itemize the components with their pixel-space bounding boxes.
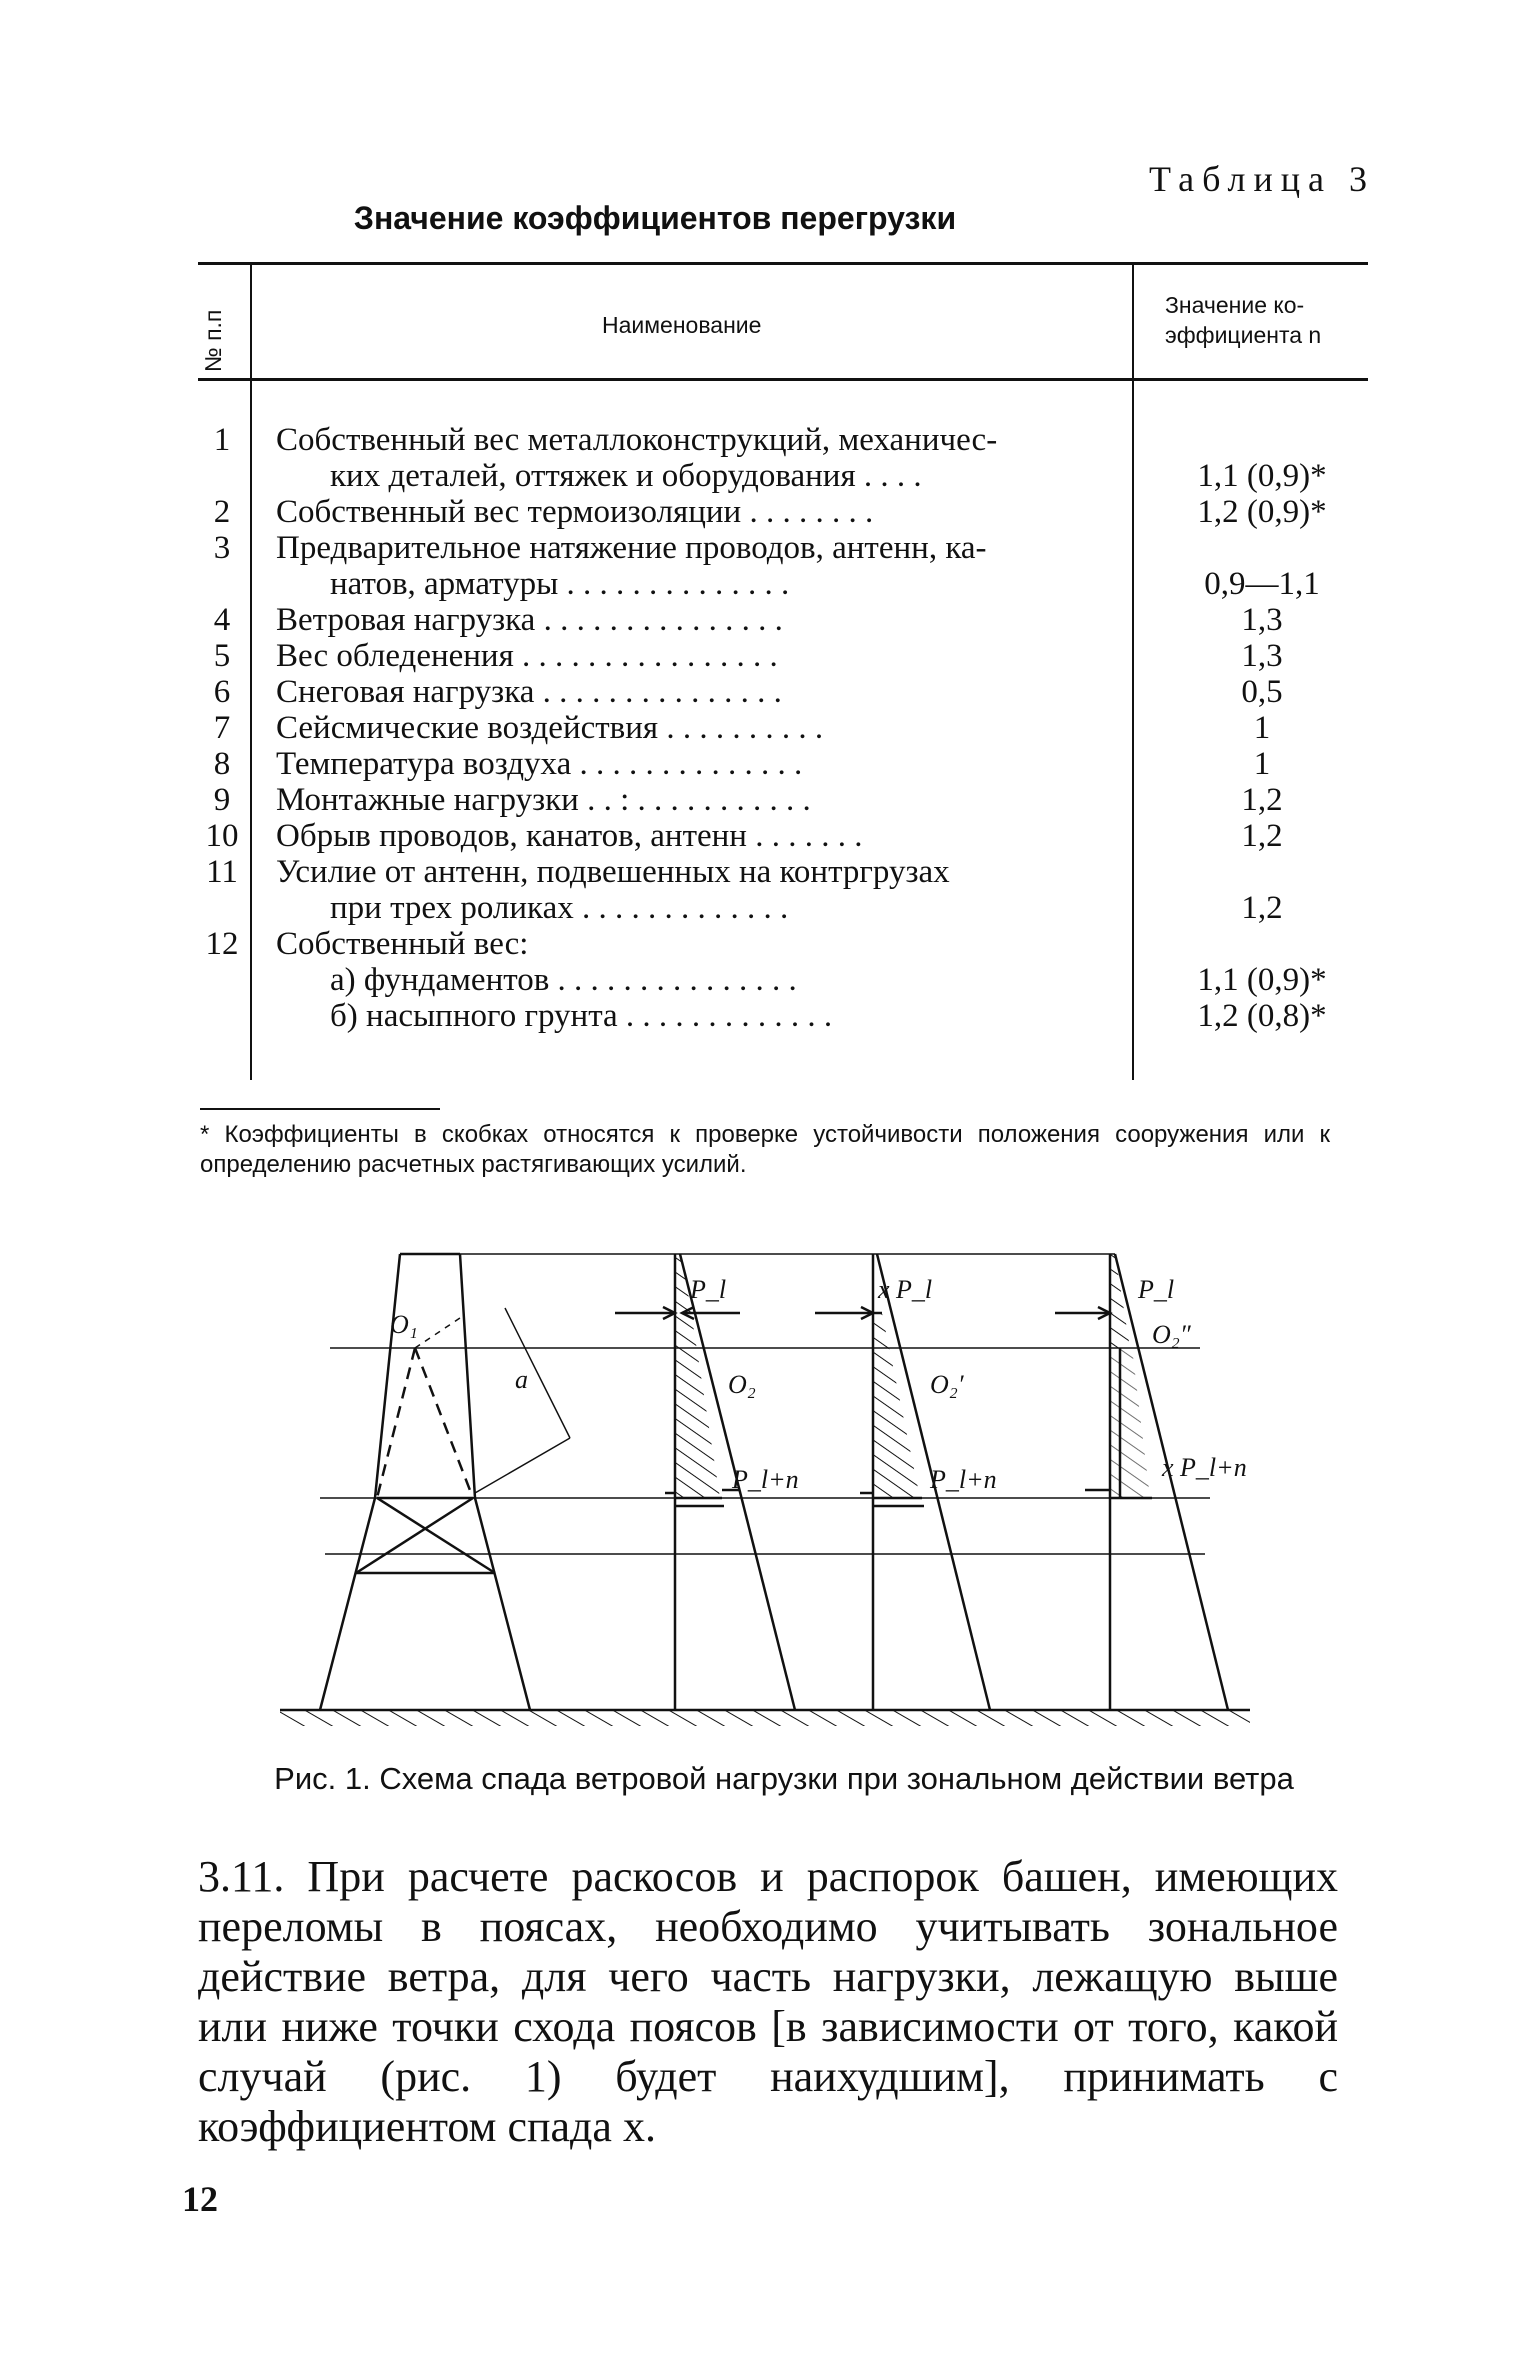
row-name-line: Предварительное натяжение проводов, антенн, ка- bbox=[276, 530, 987, 566]
ground-hatch bbox=[280, 1710, 1250, 1726]
label-o1: O₁ bbox=[390, 1310, 418, 1339]
label-pl-3: P_l bbox=[1138, 1275, 1175, 1304]
table-top-rule bbox=[198, 262, 1368, 265]
label-o2: O₂ bbox=[728, 1370, 756, 1399]
label-pln-1: P_l+n bbox=[732, 1465, 799, 1494]
header-value-line2: эффициента n bbox=[1165, 322, 1322, 348]
label-o2p: O₂′ bbox=[930, 1370, 964, 1399]
row-coefficient: 0,9—1,1 bbox=[1204, 566, 1320, 602]
row-name-line: Собственный вес: bbox=[276, 926, 529, 962]
row-name-line: Собственный вес термоизоляции . . . . . . . . bbox=[276, 494, 874, 530]
row-number: 5 bbox=[213, 638, 231, 674]
label-o2pp: O₂″ bbox=[1152, 1320, 1191, 1349]
table-col-divider-1 bbox=[250, 262, 252, 1080]
tower-1-left-chord bbox=[320, 1254, 400, 1710]
row-name-line: ких деталей, оттяжек и оборудования . . . . bbox=[330, 458, 922, 494]
page-number: 12 bbox=[182, 2179, 218, 2219]
table-title: Значение коэффициентов перегрузки bbox=[353, 200, 957, 236]
row-name-line: натов, арматуры . . . . . . . . . . . . . . bbox=[330, 566, 790, 602]
body-paragraph: 3.11. При расчете раскосов и распорок башен, имеющих переломы в поясах, необходимо учитывать зональное действие ветра, для чего часть нагрузки, лежащую выше или ниже точки схода поясов [в зависимости от того, какой случай (рис. 1) будет наихудшим], принимать с коэффициентом спада x. bbox=[198, 1852, 1338, 2151]
row-coefficient: 1 bbox=[1253, 746, 1271, 782]
row-name-line: Монтажные нагрузки . . : . . . . . . . . . . . bbox=[276, 782, 811, 818]
label-xpln-3: x P_l+n bbox=[1162, 1453, 1247, 1482]
header-name: Наименование bbox=[602, 312, 762, 338]
row-name-line: Вес обледенения . . . . . . . . . . . . . . . . bbox=[276, 638, 778, 674]
row-name-line: б) насыпного грунта . . . . . . . . . . . . . bbox=[330, 998, 833, 1034]
tower-wind-diagram bbox=[270, 1238, 1280, 1738]
row-name-line: Температура воздуха . . . . . . . . . . . . . . bbox=[276, 746, 803, 782]
row-coefficient: 1,1 (0,9)* bbox=[1197, 458, 1327, 494]
footnote-rule bbox=[200, 1108, 440, 1110]
table-label: Таблица 3 bbox=[1149, 159, 1375, 199]
row-number: 9 bbox=[213, 782, 231, 818]
label-a: a bbox=[515, 1365, 528, 1394]
row-name-line: Обрыв проводов, канатов, антенн . . . . . . . bbox=[276, 818, 863, 854]
row-number: 3 bbox=[213, 530, 231, 566]
row-number: 7 bbox=[213, 710, 231, 746]
row-name-line: при трех роликах . . . . . . . . . . . . . bbox=[330, 890, 789, 926]
row-number: 2 bbox=[213, 494, 231, 530]
label-pln-2: P_l+n bbox=[930, 1465, 997, 1494]
row-number: 12 bbox=[205, 926, 239, 962]
row-number: 6 bbox=[213, 674, 231, 710]
header-number: № п.п bbox=[200, 309, 226, 372]
row-name-line: Сейсмические воздействия . . . . . . . . . . bbox=[276, 710, 824, 746]
figure-caption: Рис. 1. Схема спада ветровой нагрузки при зональном действии ветра bbox=[274, 1761, 1294, 1796]
row-number: 1 bbox=[213, 422, 231, 458]
header-value-line1: Значение ко- bbox=[1165, 292, 1305, 318]
row-name-line: Собственный вес металлоконструкций, механичес- bbox=[276, 422, 998, 458]
row-number: 8 bbox=[213, 746, 231, 782]
label-xpl-2: x P_l bbox=[878, 1275, 933, 1304]
row-number: 11 bbox=[206, 854, 238, 890]
row-coefficient: 1,1 (0,9)* bbox=[1197, 962, 1327, 998]
row-number: 4 bbox=[213, 602, 231, 638]
row-coefficient: 1,2 bbox=[1241, 890, 1283, 926]
row-number: 10 bbox=[205, 818, 239, 854]
header-value bbox=[1165, 290, 1321, 350]
table-header-rule bbox=[198, 378, 1368, 381]
row-coefficient: 1,2 (0,8)* bbox=[1197, 998, 1327, 1034]
row-coefficient: 1,2 bbox=[1241, 782, 1283, 818]
row-coefficient: 1,2 (0,9)* bbox=[1197, 494, 1327, 530]
tower-3-load-zone bbox=[873, 1313, 920, 1498]
row-name-line: Ветровая нагрузка . . . . . . . . . . . . . . . bbox=[276, 602, 783, 638]
row-name-line: Усилие от антенн, подвешенных на контргрузах bbox=[276, 854, 950, 890]
row-coefficient: 1,2 bbox=[1241, 818, 1283, 854]
label-pl-1: P_l bbox=[690, 1275, 727, 1304]
row-name-line: Снеговая нагрузка . . . . . . . . . . . . . . . bbox=[276, 674, 782, 710]
row-coefficient: 1,3 bbox=[1241, 638, 1283, 674]
row-coefficient: 1 bbox=[1253, 710, 1271, 746]
row-coefficient: 0,5 bbox=[1241, 674, 1283, 710]
table-col-divider-2 bbox=[1132, 262, 1134, 1080]
footnote: * Коэффициенты в скобках относятся к проверке устойчивости положения сооружения или к определению расчетных растягивающих усилий. bbox=[200, 1121, 1330, 1178]
row-name-line: а) фундаментов . . . . . . . . . . . . . . . bbox=[330, 962, 797, 998]
row-coefficient: 1,3 bbox=[1241, 602, 1283, 638]
